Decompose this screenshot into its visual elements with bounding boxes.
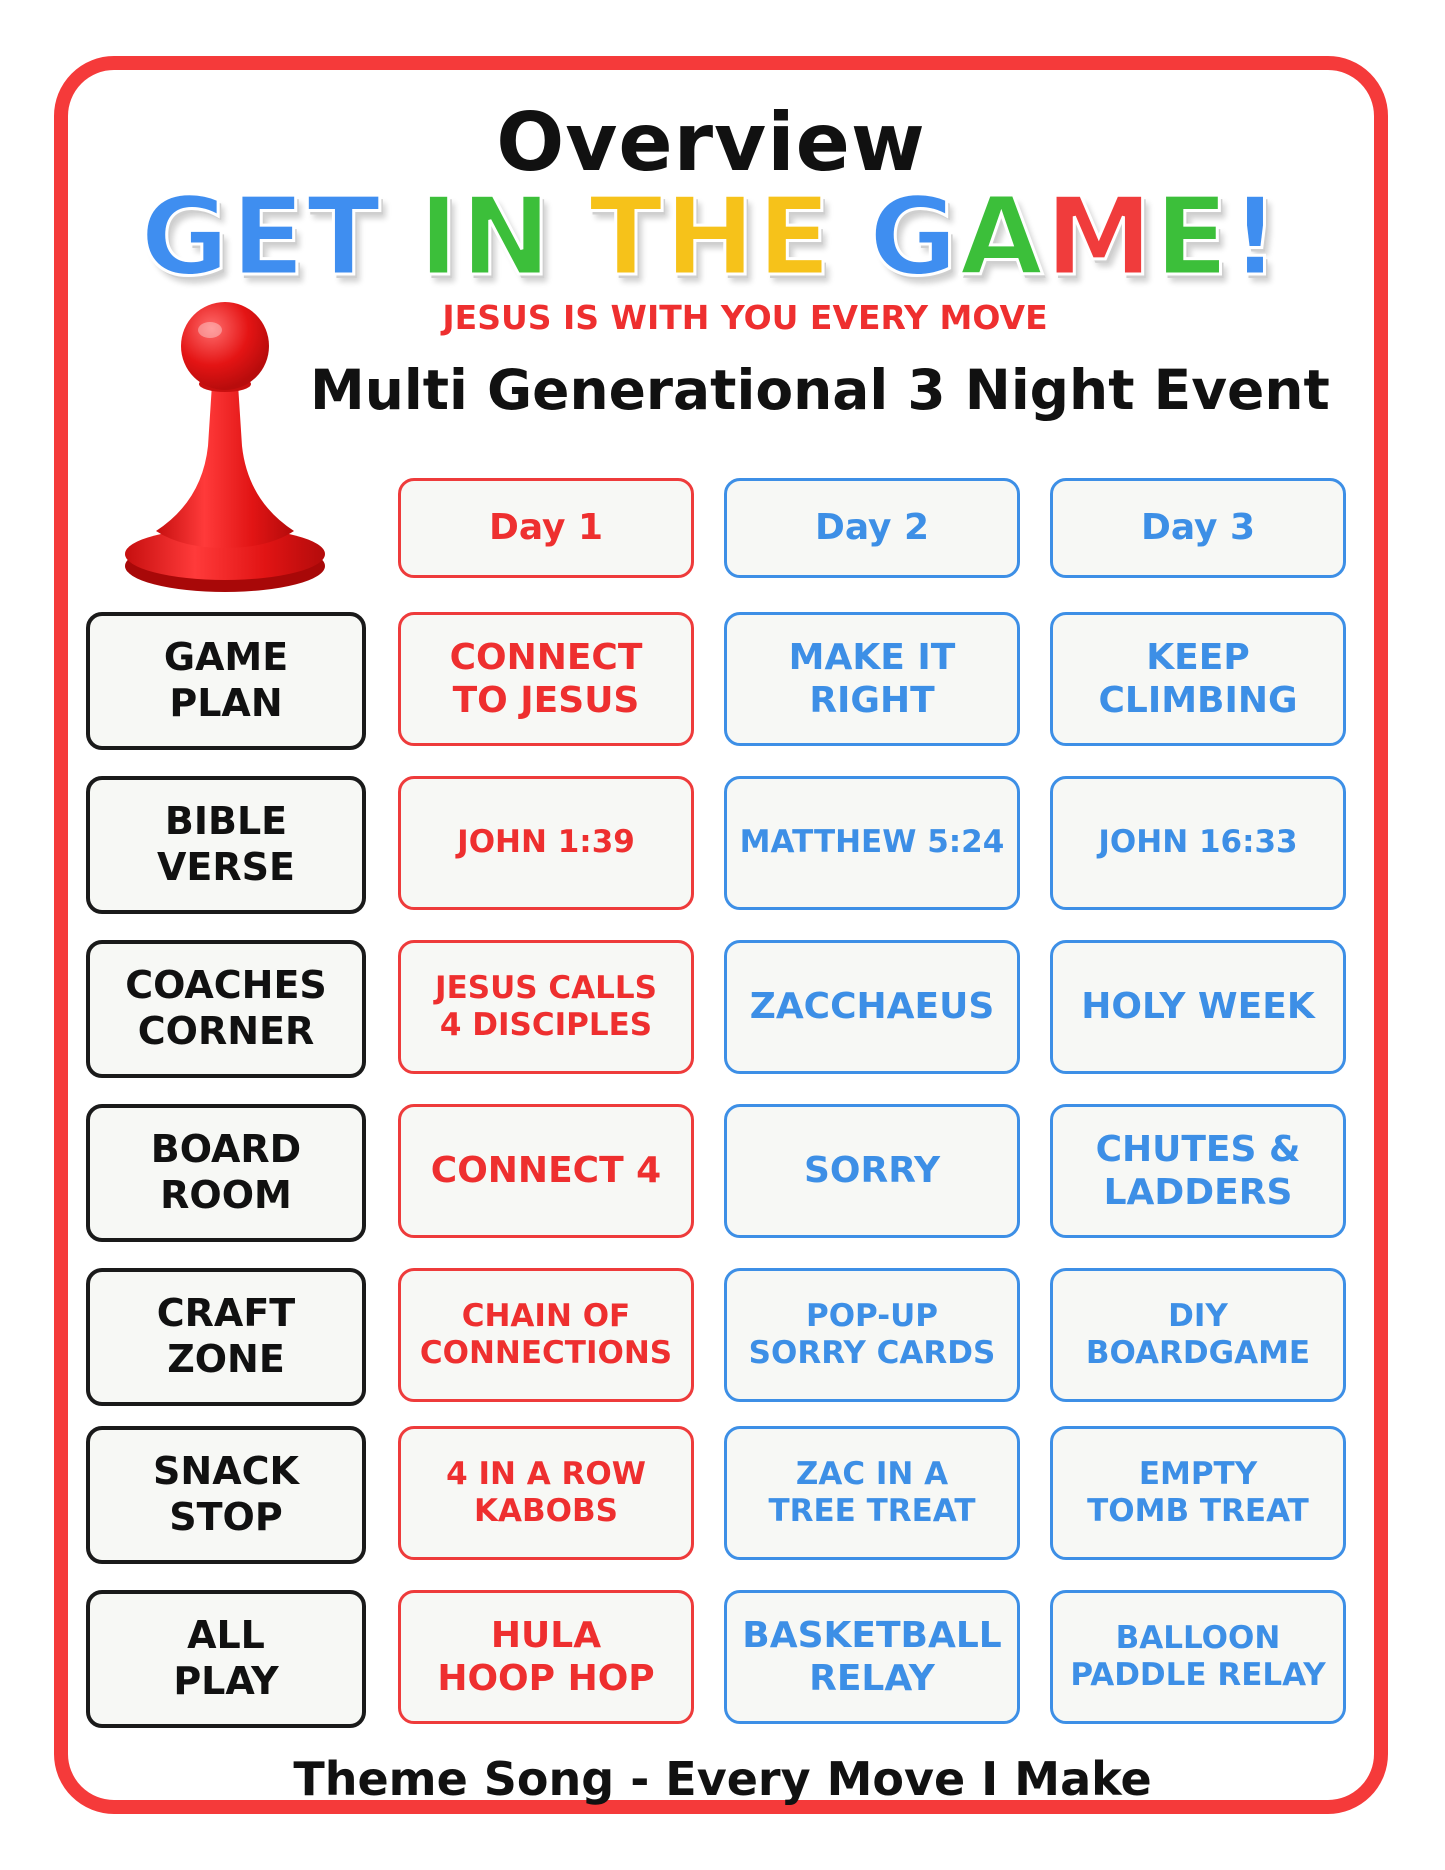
row-label-snack-stop: SNACK STOP	[86, 1426, 366, 1564]
game-pawn-icon	[118, 296, 332, 596]
craft-zone-day-1: CHAIN OF CONNECTIONS	[398, 1268, 694, 1402]
day-1-header: Day 1	[398, 478, 694, 578]
bible-verse-day-1: JOHN 1:39	[398, 776, 694, 910]
row-label-all-play: ALL PLAY	[86, 1590, 366, 1728]
game-plan-day-1: CONNECT TO JESUS	[398, 612, 694, 746]
game-plan-day-3: KEEP CLIMBING	[1050, 612, 1346, 746]
craft-zone-day-2: POP-UP SORRY CARDS	[724, 1268, 1020, 1402]
logo-letter-a: A	[959, 175, 1046, 300]
logo-letter-e: E	[1154, 175, 1231, 300]
snack-stop-day-1: 4 IN A ROW KABOBS	[398, 1426, 694, 1560]
row-label-board-room: BOARD ROOM	[86, 1104, 366, 1242]
board-room-day-1: CONNECT 4	[398, 1104, 694, 1238]
all-play-day-1: HULA HOOP HOP	[398, 1590, 694, 1724]
snack-stop-day-2: ZAC IN A TREE TREAT	[724, 1426, 1020, 1560]
row-label-coaches-corner: COACHES CORNER	[86, 940, 366, 1078]
row-label-craft-zone: CRAFT ZONE	[86, 1268, 366, 1406]
coaches-corner-day-3: HOLY WEEK	[1050, 940, 1346, 1074]
bible-verse-day-3: JOHN 16:33	[1050, 776, 1346, 910]
board-room-day-3: CHUTES & LADDERS	[1050, 1104, 1346, 1238]
snack-stop-day-3: EMPTY TOMB TREAT	[1050, 1426, 1346, 1560]
event-logo	[0, 175, 1422, 300]
logo-letter-m: M	[1045, 175, 1155, 300]
day-2-header: Day 2	[724, 478, 1020, 578]
game-plan-day-2: MAKE IT RIGHT	[724, 612, 1020, 746]
all-play-day-2: BASKETBALL RELAY	[724, 1590, 1020, 1724]
board-room-day-2: SORRY	[724, 1104, 1020, 1238]
coaches-corner-day-1: JESUS CALLS 4 DISCIPLES	[398, 940, 694, 1074]
logo-word-in: IN	[418, 175, 554, 300]
logo-letter-exclaim: !	[1230, 175, 1282, 300]
craft-zone-day-3: DIY BOARDGAME	[1050, 1268, 1346, 1402]
all-play-day-3: BALLOON PADDLE RELAY	[1050, 1590, 1346, 1724]
logo-word-get: GET	[140, 175, 383, 300]
tagline: JESUS IS WITH YOU EVERY MOVE	[442, 298, 1048, 337]
logo-letter-g: G	[868, 175, 960, 300]
row-label-bible-verse: BIBLE VERSE	[86, 776, 366, 914]
bible-verse-day-2: MATTHEW 5:24	[724, 776, 1020, 910]
logo-word-the: THE	[589, 175, 833, 300]
day-3-header: Day 3	[1050, 478, 1346, 578]
page-title: Overview	[496, 96, 926, 189]
theme-song: Theme Song - Every Move I Make	[293, 1752, 1152, 1806]
event-subtitle: Multi Generational 3 Night Event	[310, 358, 1330, 422]
row-label-game-plan: GAME PLAN	[86, 612, 366, 750]
coaches-corner-day-2: ZACCHAEUS	[724, 940, 1020, 1074]
